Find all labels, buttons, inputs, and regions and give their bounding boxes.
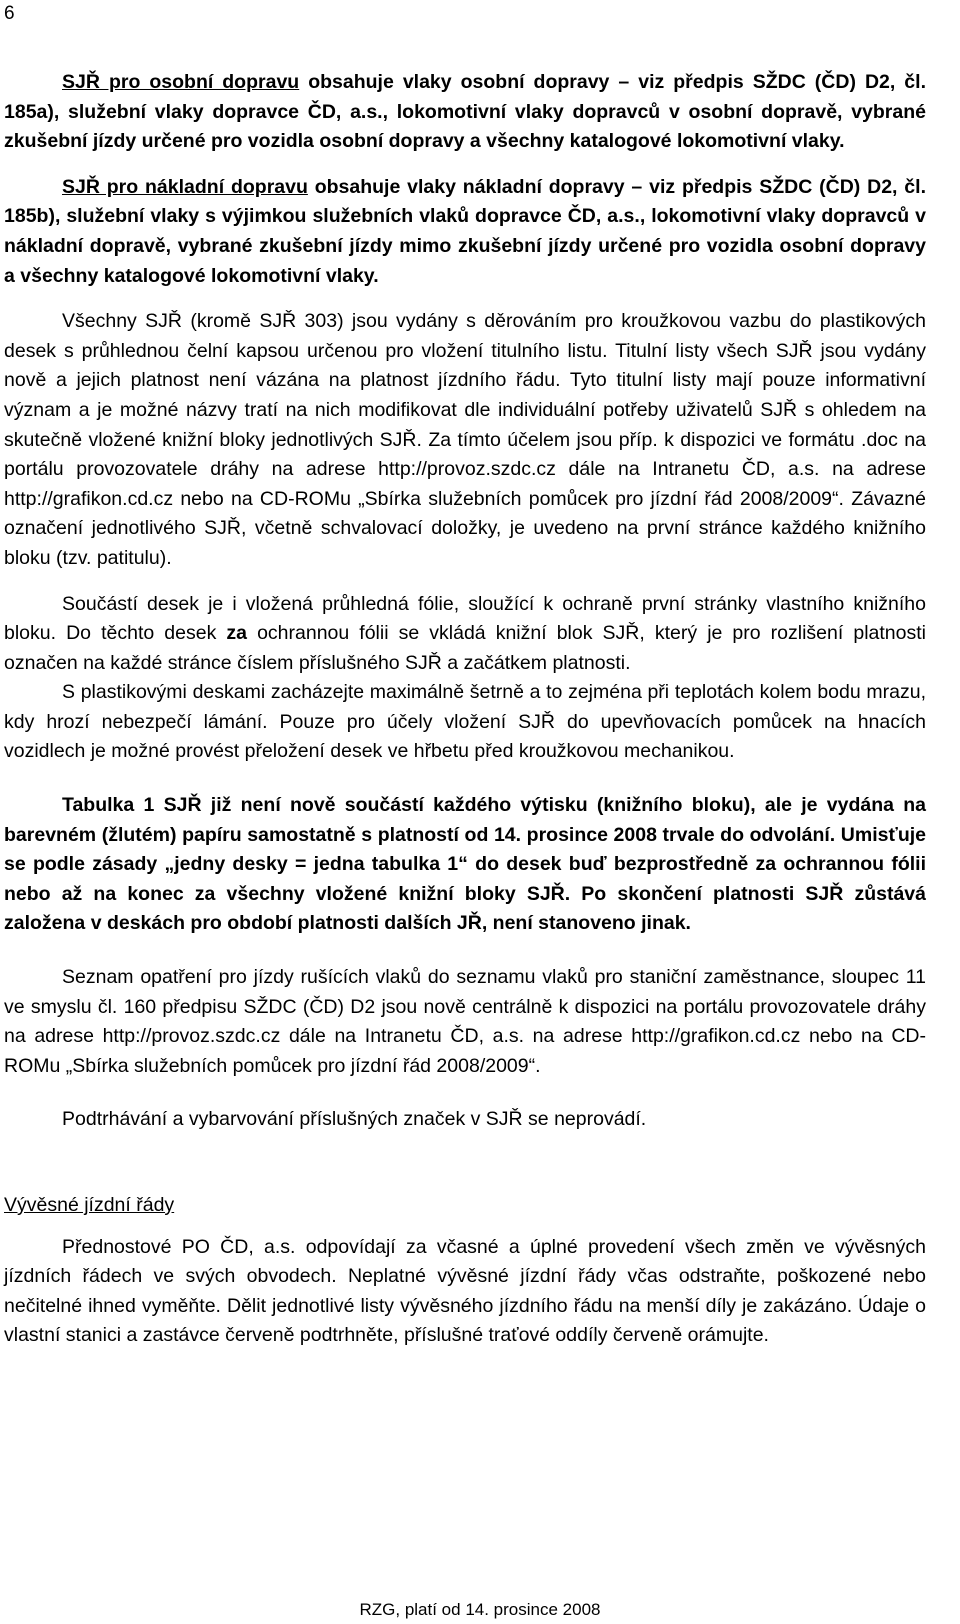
paragraph-text: ochrannou fólii se vkládá knižní blok SJŘ, který je pro rozlišení platnosti označen na každé stránce číslem příslušného SJŘ a začátkem platnosti. [4,622,926,674]
emphasis-za: za [226,622,247,645]
paragraph-text: obsahuje vlaky osobní dopravy – viz předpis SŽDC (ČD) D2, čl. 185a), služební vlaky dopravce ČD, a.s., lokomotivní vlaky dopravců v osobní dopravě, vybrané zkušební jízdy určené pro vozidla osobní dopravy a všechny katalogové lokomotivní vlaky. [4,71,926,153]
paragraph-no-underlining: Podtrhávání a vybarvování příslušných značek v SJŘ se neprovádí. [62,1108,647,1131]
document-body [4,68,926,1351]
paragraph-folder-parts [4,590,926,679]
paragraph-sjr-passenger [4,68,926,157]
paragraph-handling: S plastikovými deskami zacházejte maximálně šetrně a to zejména při teplotách kolem bodu mrazu, kdy hrozí nebezpečí lámání. Pouze pro účely vložení SJŘ do upevňovacích pomůcek na hnacích vozidlech je možné provést přeložení desek ve hřbetu před kroužkovou mechanikou. [4,681,926,763]
paragraph-binding: Všechny SJŘ (kromě SJŘ 303) jsou vydány s děrováním pro kroužkovou vazbu do plastikových desek s průhlednou čelní kapsou určenou pro vložení titulního listu. Titulní listy všech SJŘ jsou vydány nově a jejich platnost není vázána na platnost jízdního řádu. Tyto titulní listy mají pouze informativní význam a je možné názvy tratí na nich modifikovat dle individuální potřeby uživatelů SJŘ s ohledem na skutečně vložené knižní bloky jednotlivých SJŘ. Za tímto účelem jsou příp. k dispozici ve formátu .doc na portálu provozovatele dráhy na adrese http://provoz.szdc.cz dále na Intranetu ČD, a.s. na adrese http://grafikon.cd.cz nebo na CD-ROMu „Sbírka služebních pomůcek pro jízdní řád 2008/2009“. Závazné označení jednotlivého SJŘ, včetně schvalovací doložky, je uvedeno na první stránce každého knižního bloku (tzv. patitulu). [4,310,926,569]
paragraph-measures-list: Seznam opatření pro jízdy rušících vlaků do seznamu vlaků pro staniční zaměstnance, sloupec 11 ve smyslu čl. 160 předpisu SŽDC (ČD) D2 jsou nově centrálně k dispozici na portálu provozovatele dráhy na adrese http://provoz.szdc.cz dále na Intranetu ČD, a.s. na adrese http://grafikon.cd.cz nebo na CD-ROMu „Sbírka služebních pomůcek pro jízdní řád 2008/2009“. [4,966,926,1077]
page-number: 6 [4,3,15,24]
paragraph-sjr-freight [4,173,926,291]
term-sjr-freight: SJŘ pro nákladní dopravu [62,175,308,198]
paragraph-table-1: Tabulka 1 SJŘ již není nově součástí každého výtisku (knižního bloku), ale je vydána na barevném (žlutém) papíru samostatně s platností od 14. prosince 2008 trvale do odvolání. Umisťuje se podle zásady „jedny desky = jedna tabulka 1“ do desek buď bezprostředně za ochrannou fólii nebo až na konec za všechny vložené knižní bloky SJŘ. Po skončení platnosti SJŘ zůstává založena v deskách pro období platnosti dalších JŘ, není stanoveno jinak. [4,794,926,935]
page-footer: RZG, platí od 14. prosince 2008 [359,1600,601,1619]
term-sjr-passenger: SJŘ pro osobní dopravu [62,71,300,93]
paragraph-text: obsahuje vlaky nákladní dopravy – viz předpis SŽDC (ČD) D2, čl. 185b), služební vlaky s výjimkou služebních vlaků dopravce ČD, a.s., lokomotivní vlaky dopravců v nákladní dopravě, vybrané zkušební jízdy mimo zkušební jízdy určené pro vozidla osobní dopravy a všechny katalogové lokomotivní vlaky. [4,175,926,287]
paragraph-public-timetables: Přednostové PO ČD, a.s. odpovídají za včasné a úplné provedení všech změn ve vývěsných jízdních řádech ve svých obvodech. Neplatné vývěsné jízdní řády včas odstraňte, poškozené nebo nečitelné ihned vyměňte. Dělit jednotlivé listy vývěsného jízdního řádu na menší díly je zakázáno. Údaje o vlastní stanici a zastávce červeně podtrhněte, příslušné traťové oddíly červeně orámujte. [4,1235,926,1347]
section-heading: Vývěsné jízdní řády [4,1194,175,1216]
paragraph-text: Součástí desek je i vložená průhledná fólie, sloužící k ochraně první stránky vlastního knižního bloku. Do těchto desek [4,592,926,645]
